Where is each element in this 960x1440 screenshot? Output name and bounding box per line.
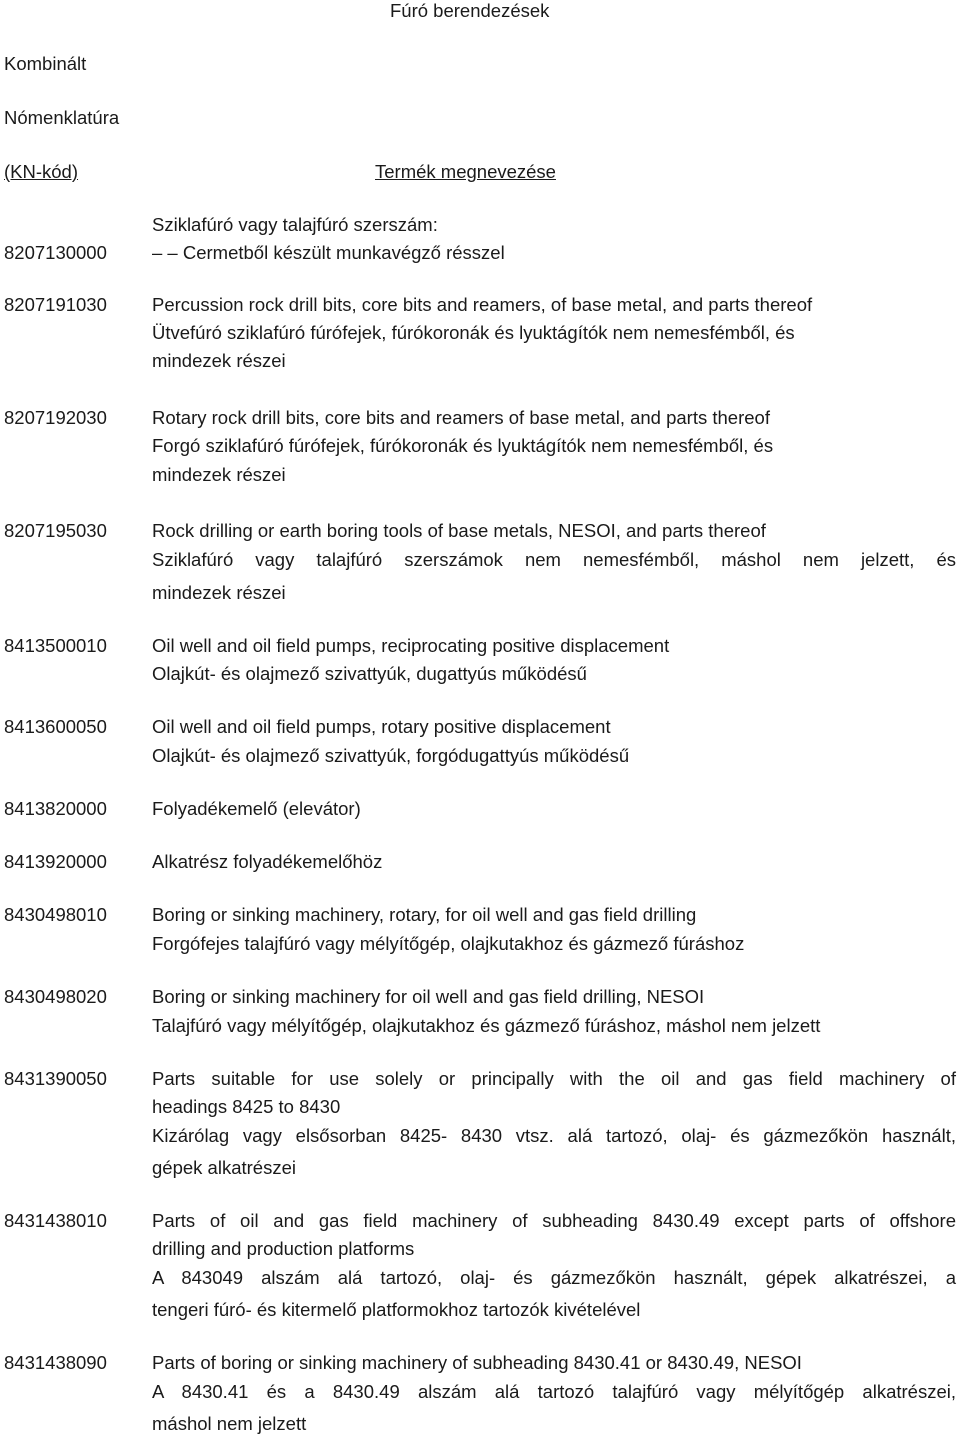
entry-line: Rock drilling or earth boring tools of base metals, NESOI, and parts thereof (152, 520, 766, 541)
entry-line: headings 8425 to 8430 (152, 1096, 341, 1117)
entry-line: Percussion rock drill bits, core bits and reamers, of base metal, and parts thereof (152, 294, 813, 315)
intro-line-2: – – Cermetből készült munkavégző résszel (152, 242, 505, 263)
intro-line-1: Sziklafúró vagy talajfúró szerszám: (152, 214, 438, 235)
entry-code: 8207192030 (4, 407, 107, 428)
entry-line: mindezek részei (152, 350, 286, 371)
header-line-2: Nómenklatúra (4, 107, 120, 128)
entry-code: 8207191030 (4, 294, 107, 315)
entry-line: Folyadékemelő (elevátor) (152, 798, 361, 819)
page-title: Fúró berendezések (390, 0, 550, 21)
entry-line: Sziklafúró vagy talajfúró szerszámok nem nemesfémből, máshol nem jelzett, és (152, 549, 956, 570)
entry-line: Alkatrész folyadékemelőhöz (152, 851, 383, 872)
entry-line: mindezek részei (152, 582, 286, 603)
entry-code: 8207195030 (4, 520, 107, 541)
entry-code: 8430498010 (4, 904, 107, 925)
entry-line: gépek alkatrészei (152, 1157, 296, 1178)
entry-code: 8413820000 (4, 798, 107, 819)
entry-line: A 843049 alszám alá tartozó, olaj- és gázmezőkön használt, gépek alkatrészei, a (152, 1267, 956, 1288)
entry-code: 8413920000 (4, 851, 107, 872)
header-line-1: Kombinált (4, 53, 87, 74)
entry-line: máshol nem jelzett (152, 1413, 307, 1434)
entry-line: Rotary rock drill bits, core bits and reamers of base metal, and parts thereof (152, 407, 770, 428)
entry-code: 8413600050 (4, 716, 107, 737)
entry-line: Forgófejes talajfúró vagy mélyítőgép, olajkutakhoz és gázmező fúráshoz (152, 933, 745, 954)
entry-code: 8431438010 (4, 1210, 107, 1231)
entry-line: Olajkút- és olajmező szivattyúk, dugattyús működésű (152, 663, 587, 684)
entry-line: A 8430.41 és a 8430.49 alszám alá tartozó talajfúró vagy mélyítőgép alkatrészei, (152, 1381, 956, 1402)
entry-line: Boring or sinking machinery for oil well and gas field drilling, NESOI (152, 986, 705, 1007)
entry-line: Kizárólag vagy elsősorban 8425- 8430 vtsz. alá tartozó, olaj- és gázmezőkön használt, (152, 1125, 956, 1146)
entry-line: Talajfúró vagy mélyítőgép, olajkutakhoz és gázmező fúráshoz, máshol nem jelzett (152, 1015, 821, 1036)
entry-code: 8431390050 (4, 1068, 107, 1089)
entry-line: Parts of oil and gas field machinery of subheading 8430.49 except parts of offshore (152, 1210, 956, 1231)
entry-code: 8431438090 (4, 1352, 107, 1373)
entry-line: tengeri fúró- és kitermelő platformokhoz tartozók kivételével (152, 1299, 641, 1320)
entry-line: Oil well and oil field pumps, rotary positive displacement (152, 716, 611, 737)
code-column-header: (KN-kód) (4, 161, 79, 182)
entry-code: 8430498020 (4, 986, 107, 1007)
entry-code: 8207130000 (4, 242, 107, 263)
entry-line: Forgó sziklafúró fúrófejek, fúrókoronák és lyuktágítók nem nemesfémből, és (152, 435, 774, 456)
entry-line: Oil well and oil field pumps, reciprocating positive displacement (152, 635, 670, 656)
entry-line: Boring or sinking machinery, rotary, for oil well and gas field drilling (152, 904, 697, 925)
entry-code: 8413500010 (4, 635, 107, 656)
entry-line: Parts of boring or sinking machinery of subheading 8430.41 or 8430.49, NESOI (152, 1352, 802, 1373)
entry-line: drilling and production platforms (152, 1238, 415, 1259)
name-column-header: Termék megnevezése (375, 161, 556, 182)
entry-line: Parts suitable for use solely or principally with the oil and gas field machinery of (152, 1068, 956, 1089)
entry-line: Olajkút- és olajmező szivattyúk, forgódugattyús működésű (152, 745, 630, 766)
entry-line: mindezek részei (152, 464, 286, 485)
entry-line: Ütvefúró sziklafúró fúrófejek, fúrókoronák és lyuktágítók nem nemesfémből, és (152, 322, 795, 343)
